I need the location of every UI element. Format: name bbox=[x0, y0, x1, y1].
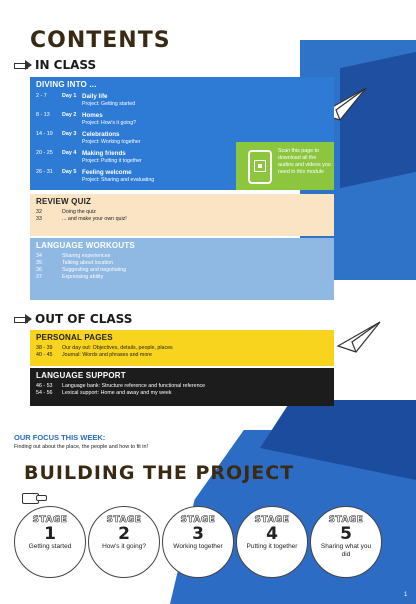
stage-number: 2 bbox=[118, 524, 130, 544]
list-item bbox=[30, 253, 334, 260]
row-text: Suggesting and negotiating bbox=[62, 267, 127, 273]
row-text: Our day out: Objectives, details, people, places bbox=[62, 345, 173, 351]
stage-caption: Sharing what you did bbox=[320, 543, 372, 558]
day-title: Feeling welcome bbox=[82, 169, 132, 176]
list-item bbox=[30, 260, 334, 267]
day-label: Day 4 bbox=[62, 150, 77, 156]
list-item bbox=[30, 274, 334, 281]
day-pages: 20 - 25 bbox=[36, 150, 53, 156]
day-project: Project: Putting it together bbox=[82, 158, 142, 164]
personal-pages-box bbox=[30, 330, 334, 366]
row-pages: 37 bbox=[36, 274, 42, 280]
row-text: Journal: Words and phrases and more bbox=[62, 352, 152, 358]
stage-1 bbox=[14, 506, 86, 578]
day-title: Making friends bbox=[82, 150, 126, 157]
focus-text: Finding out about the place, the people and how to fit in! bbox=[14, 444, 148, 450]
day-project: Project: Getting started bbox=[82, 101, 136, 107]
section-out-of-class bbox=[14, 312, 132, 326]
building-title: BUILDING THE PROJECT bbox=[24, 462, 295, 484]
list-item bbox=[30, 383, 334, 390]
day-project: Project: Working together bbox=[82, 139, 141, 145]
stage-label: STAGE bbox=[328, 515, 364, 525]
list-item bbox=[30, 216, 334, 223]
day-title: Daily life bbox=[82, 93, 108, 100]
row-text: Expressing ability bbox=[62, 274, 104, 280]
row-pages: 32 bbox=[36, 209, 42, 215]
section-in-class bbox=[14, 58, 96, 72]
arrow-right-icon bbox=[14, 60, 32, 70]
scan-panel bbox=[236, 142, 334, 190]
page-number: 1 bbox=[404, 592, 408, 598]
day-pages: 26 - 31 bbox=[36, 169, 53, 175]
diving-heading: DIVING INTO ... bbox=[36, 80, 97, 89]
workouts-heading: LANGUAGE WORKOUTS bbox=[36, 241, 135, 250]
day-pages: 14 - 19 bbox=[36, 131, 53, 137]
stage-caption: How's it going? bbox=[102, 543, 146, 550]
list-item bbox=[30, 345, 334, 352]
page-title: CONTENTS bbox=[30, 28, 171, 53]
stage-number: 1 bbox=[44, 524, 56, 544]
day-title: Celebrations bbox=[82, 131, 120, 138]
stage-label: STAGE bbox=[254, 515, 290, 525]
day-label: Day 5 bbox=[62, 169, 77, 175]
row-pages: 38 - 39 bbox=[36, 345, 53, 351]
day-entry bbox=[30, 92, 334, 111]
day-entry bbox=[30, 111, 334, 130]
personal-heading: PERSONAL PAGES bbox=[36, 333, 113, 342]
row-pages: 40 - 45 bbox=[36, 352, 53, 358]
stage-caption: Getting started bbox=[28, 543, 72, 550]
stage-5 bbox=[310, 506, 382, 578]
paper-plane-icon bbox=[336, 318, 382, 354]
day-pages: 8 - 13 bbox=[36, 112, 50, 118]
stage-caption: Working together bbox=[173, 543, 223, 550]
list-item bbox=[30, 390, 334, 397]
list-item bbox=[30, 352, 334, 359]
language-workouts-box bbox=[30, 238, 334, 300]
stage-number: 3 bbox=[192, 524, 204, 544]
day-label: Day 3 bbox=[62, 131, 77, 137]
stage-caption: Putting it together bbox=[246, 543, 298, 550]
support-heading: LANGUAGE SUPPORT bbox=[36, 371, 126, 380]
section-in-class-label: IN CLASS bbox=[35, 58, 97, 72]
stage-3 bbox=[162, 506, 234, 578]
review-quiz-box bbox=[30, 194, 334, 236]
row-text: Doing the quiz bbox=[62, 209, 96, 215]
review-heading: REVIEW QUIZ bbox=[36, 197, 92, 206]
list-item bbox=[30, 209, 334, 216]
row-text: Lexical support: Home and away and my week bbox=[62, 390, 172, 396]
list-item bbox=[30, 267, 334, 274]
row-text: ... and make your own quiz! bbox=[62, 216, 127, 222]
row-text: Sharing experiences bbox=[62, 253, 111, 259]
stage-label: STAGE bbox=[180, 515, 216, 525]
day-title: Homes bbox=[82, 112, 103, 119]
section-out-of-class-label: OUT OF CLASS bbox=[35, 312, 133, 326]
stage-label: STAGE bbox=[32, 515, 68, 525]
day-project: Project: How's it going? bbox=[82, 120, 137, 126]
row-pages: 54 - 56 bbox=[36, 390, 53, 396]
language-support-box bbox=[30, 368, 334, 406]
stage-4 bbox=[236, 506, 308, 578]
stages-row bbox=[10, 506, 380, 588]
day-label: Day 2 bbox=[62, 112, 77, 118]
phone-qr-icon bbox=[248, 150, 272, 184]
row-pages: 46 - 53 bbox=[36, 383, 53, 389]
stage-number: 4 bbox=[266, 524, 278, 544]
day-label: Day 1 bbox=[62, 93, 77, 99]
focus-heading: OUR FOCUS THIS WEEK: bbox=[14, 433, 106, 442]
scan-text: Scan this page to download all the audios and videos you need in this module bbox=[278, 148, 331, 175]
row-pages: 33 bbox=[36, 216, 42, 222]
row-text: Talking about location bbox=[62, 260, 113, 266]
row-text: Language bank: Structure reference and functional reference bbox=[62, 383, 206, 389]
pointing-hand-icon bbox=[22, 490, 46, 504]
arrow-right-icon bbox=[14, 314, 32, 324]
stage-label: STAGE bbox=[106, 515, 142, 525]
day-project: Project: Sharing and evaluating bbox=[82, 177, 155, 183]
row-pages: 36 bbox=[36, 267, 42, 273]
stage-number: 5 bbox=[340, 524, 352, 544]
row-pages: 34 bbox=[36, 253, 42, 259]
row-pages: 35 bbox=[36, 260, 42, 266]
day-pages: 2 - 7 bbox=[36, 93, 47, 99]
stage-2 bbox=[88, 506, 160, 578]
